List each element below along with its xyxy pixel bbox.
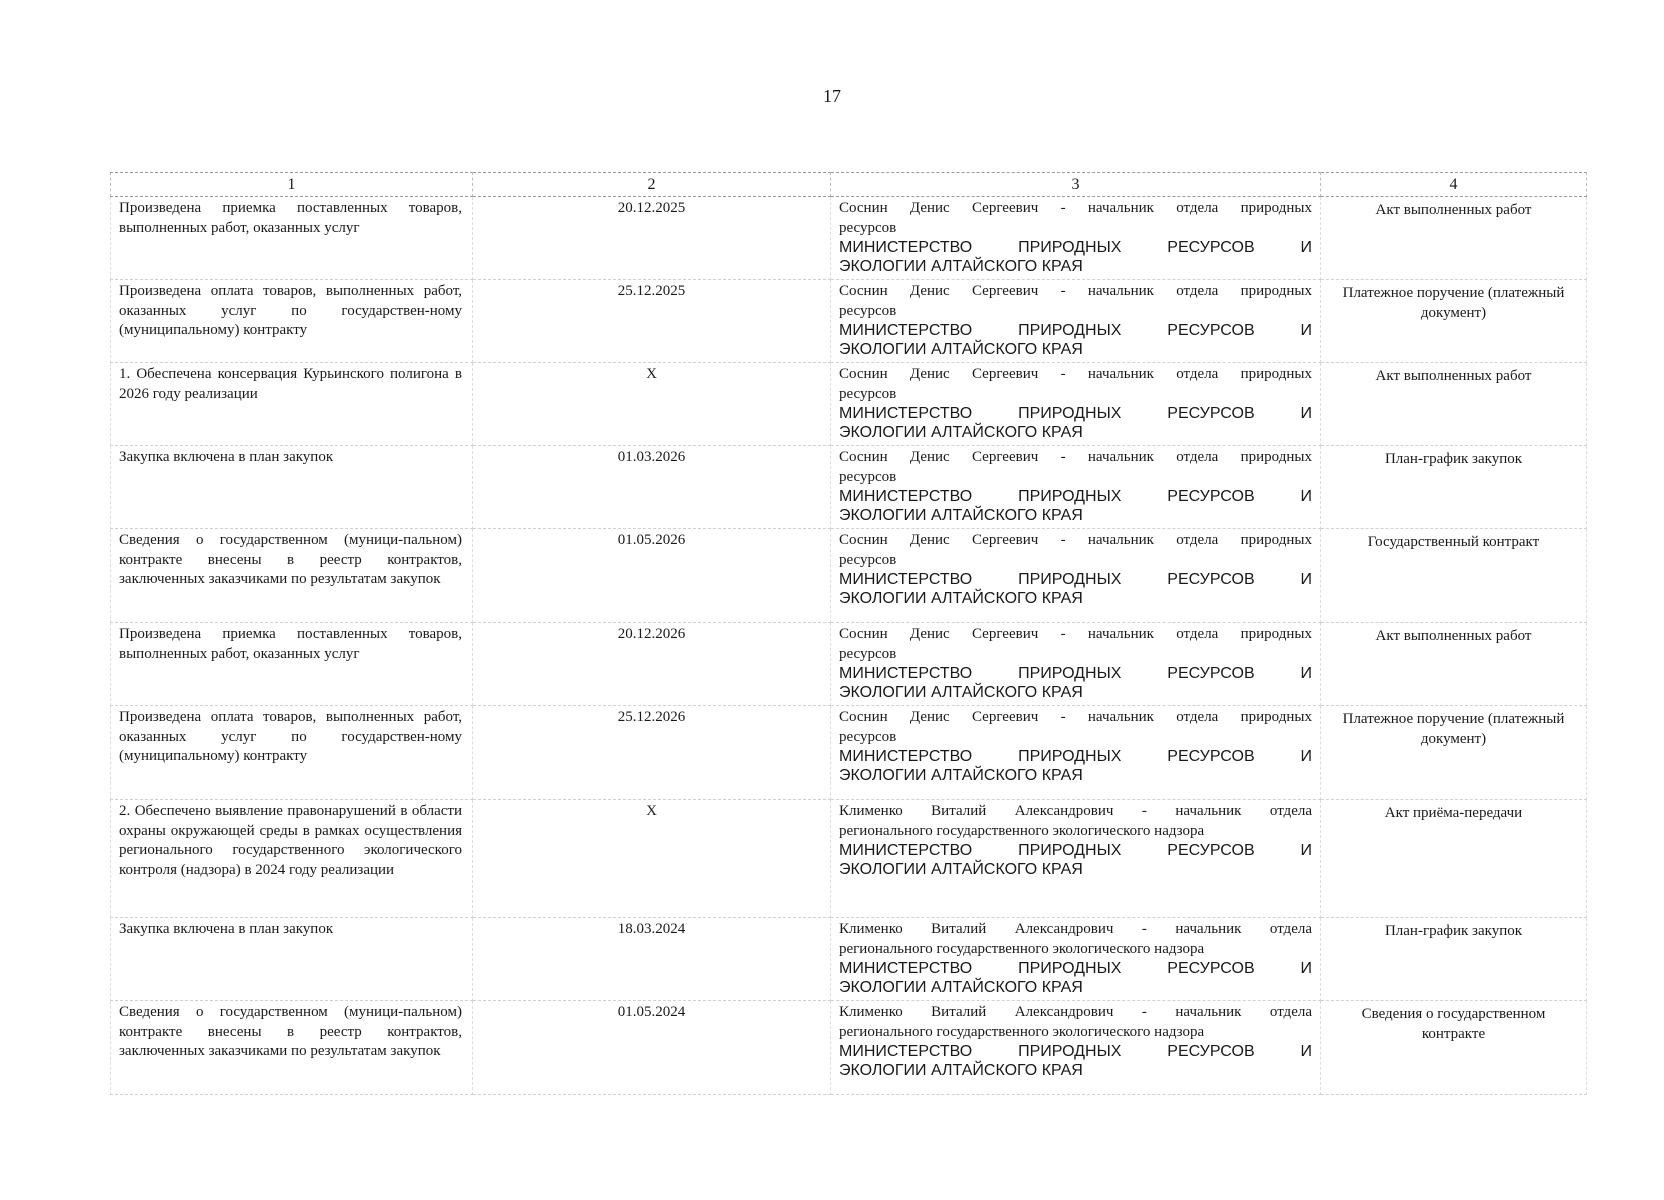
responsible-cell [831,529,1321,623]
event-cell: Произведена оплата товаров, выполненных работ, оказанных услуг по государствен-ному (муниципальному) контракту [111,280,473,363]
event-cell: Произведена приемка поставленных товаров, выполненных работ, оказанных услуг [111,623,473,706]
responsible-person: Соснин Денис Сергеевич - начальник отдела природных [839,200,1312,216]
document-cell: Платежное поручение (платежный документ) [1321,706,1587,800]
ministry-line-1: МИНИСТЕРСТВО ПРИРОДНЫХ РЕСУРСОВ И [839,960,1312,977]
responsible-person: Соснин Денис Сергеевич - начальник отдела природных [839,626,1312,642]
document-cell: Акт приёма-передачи [1321,800,1587,918]
responsible-person-cont: ресурсов [839,551,897,568]
ministry-line-2: ЭКОЛОГИИ АЛТАЙСКОГО КРАЯ [839,1062,1083,1079]
date-cell: 01.03.2026 [473,446,831,529]
ministry-line-2: ЭКОЛОГИИ АЛТАЙСКОГО КРАЯ [839,684,1083,701]
responsible-person-cont: регионального государственного экологического надзора [839,822,1205,839]
event-cell: Сведения о государственном (муници-пальном) контракте внесены в реестр контрактов, заключенных заказчиками по результатам закупок [111,1001,473,1095]
ministry-line-1: МИНИСТЕРСТВО ПРИРОДНЫХ РЕСУРСОВ И [839,322,1312,339]
date-cell: 01.05.2026 [473,529,831,623]
table-row [111,363,1587,446]
event-cell: 1. Обеспечена консервация Курьинского полигона в 2026 году реализации [111,363,473,446]
table-row [111,706,1587,800]
ministry-line-1: МИНИСТЕРСТВО ПРИРОДНЫХ РЕСУРСОВ И [839,488,1312,505]
column-header-1: 1 [111,173,473,197]
responsible-person-cont: ресурсов [839,468,897,485]
date-cell: 18.03.2024 [473,918,831,1001]
responsible-cell [831,800,1321,918]
table-row [111,529,1587,623]
responsible-cell [831,623,1321,706]
ministry-name [839,841,1312,879]
ministry-name [839,487,1312,525]
responsible-cell [831,197,1321,280]
ministry-line-2: ЭКОЛОГИИ АЛТАЙСКОГО КРАЯ [839,507,1083,524]
column-header-2: 2 [473,173,831,197]
responsible-person: Клименко Виталий Александрович - начальник отдела [839,921,1312,937]
responsible-person: Соснин Денис Сергеевич - начальник отдела природных [839,449,1312,465]
responsible-person-cont: регионального государственного экологического надзора [839,1023,1205,1040]
responsible-person-cont: ресурсов [839,728,897,745]
ministry-line-2: ЭКОЛОГИИ АЛТАЙСКОГО КРАЯ [839,424,1083,441]
responsible-person-cont: ресурсов [839,645,897,662]
column-header-4: 4 [1321,173,1587,197]
table-row [111,918,1587,1001]
event-cell: Сведения о государственном (муници-пальном) контракте внесены в реестр контрактов, заключенных заказчиками по результатам закупок [111,529,473,623]
responsible-cell [831,706,1321,800]
ministry-name [839,570,1312,608]
table-row [111,197,1587,280]
ministry-line-1: МИНИСТЕРСТВО ПРИРОДНЫХ РЕСУРСОВ И [839,571,1312,588]
event-cell: Произведена оплата товаров, выполненных работ, оказанных услуг по государствен-ному (муниципальному) контракту [111,706,473,800]
document-cell: Сведения о государственном контракте [1321,1001,1587,1095]
document-cell: Платежное поручение (платежный документ) [1321,280,1587,363]
responsible-person: Клименко Виталий Александрович - начальник отдела [839,1004,1312,1020]
responsible-person-cont: регионального государственного экологического надзора [839,940,1205,957]
date-cell: 25.12.2025 [473,280,831,363]
responsible-person: Клименко Виталий Александрович - начальник отдела [839,803,1312,819]
event-cell: Закупка включена в план закупок [111,446,473,529]
document-cell: Акт выполненных работ [1321,197,1587,280]
ministry-line-1: МИНИСТЕРСТВО ПРИРОДНЫХ РЕСУРСОВ И [839,748,1312,765]
ministry-line-2: ЭКОЛОГИИ АЛТАЙСКОГО КРАЯ [839,861,1083,878]
event-cell: 2. Обеспечено выявление правонарушений в области охраны окружающей среды в рамках осуществления регионального государственного экологического контроля (надзора) в 2024 году реализации [111,800,473,918]
page-number: 17 [823,86,841,106]
responsible-person-cont: ресурсов [839,385,897,402]
date-cell: 25.12.2026 [473,706,831,800]
ministry-name [839,664,1312,702]
responsible-cell [831,1001,1321,1095]
ministry-name [839,321,1312,359]
responsible-cell [831,280,1321,363]
responsible-person: Соснин Денис Сергеевич - начальник отдела природных [839,709,1312,725]
responsible-cell [831,446,1321,529]
document-cell: Акт выполненных работ [1321,623,1587,706]
ministry-name [839,959,1312,997]
date-cell: X [473,363,831,446]
responsible-person: Соснин Денис Сергеевич - начальник отдела природных [839,532,1312,548]
ministry-line-2: ЭКОЛОГИИ АЛТАЙСКОГО КРАЯ [839,590,1083,607]
table-row [111,446,1587,529]
responsible-person: Соснин Денис Сергеевич - начальник отдела природных [839,283,1312,299]
date-cell: 20.12.2026 [473,623,831,706]
event-cell: Произведена приемка поставленных товаров, выполненных работ, оказанных услуг [111,197,473,280]
ministry-name [839,238,1312,276]
responsible-person: Соснин Денис Сергеевич - начальник отдела природных [839,366,1312,382]
ministry-line-1: МИНИСТЕРСТВО ПРИРОДНЫХ РЕСУРСОВ И [839,842,1312,859]
table-header-row [111,173,1587,197]
table-row [111,1001,1587,1095]
table-row [111,623,1587,706]
ministry-line-2: ЭКОЛОГИИ АЛТАЙСКОГО КРАЯ [839,979,1083,996]
responsible-cell [831,363,1321,446]
date-cell: 20.12.2025 [473,197,831,280]
document-cell: План-график закупок [1321,446,1587,529]
event-cell: Закупка включена в план закупок [111,918,473,1001]
responsible-person-cont: ресурсов [839,219,897,236]
ministry-name [839,747,1312,785]
document-cell: План-график закупок [1321,918,1587,1001]
date-cell: X [473,800,831,918]
ministry-line-1: МИНИСТЕРСТВО ПРИРОДНЫХ РЕСУРСОВ И [839,1043,1312,1060]
ministry-name [839,404,1312,442]
ministry-line-2: ЭКОЛОГИИ АЛТАЙСКОГО КРАЯ [839,341,1083,358]
responsible-person-cont: ресурсов [839,302,897,319]
responsible-cell [831,918,1321,1001]
ministry-line-1: МИНИСТЕРСТВО ПРИРОДНЫХ РЕСУРСОВ И [839,665,1312,682]
document-cell: Акт выполненных работ [1321,363,1587,446]
column-header-3: 3 [831,173,1321,197]
control-points-table [110,172,1587,1095]
date-cell: 01.05.2024 [473,1001,831,1095]
ministry-line-2: ЭКОЛОГИИ АЛТАЙСКОГО КРАЯ [839,258,1083,275]
ministry-name [839,1042,1312,1080]
ministry-line-1: МИНИСТЕРСТВО ПРИРОДНЫХ РЕСУРСОВ И [839,239,1312,256]
table-row [111,280,1587,363]
ministry-line-1: МИНИСТЕРСТВО ПРИРОДНЫХ РЕСУРСОВ И [839,405,1312,422]
ministry-line-2: ЭКОЛОГИИ АЛТАЙСКОГО КРАЯ [839,767,1083,784]
document-cell: Государственный контракт [1321,529,1587,623]
table-row [111,800,1587,918]
